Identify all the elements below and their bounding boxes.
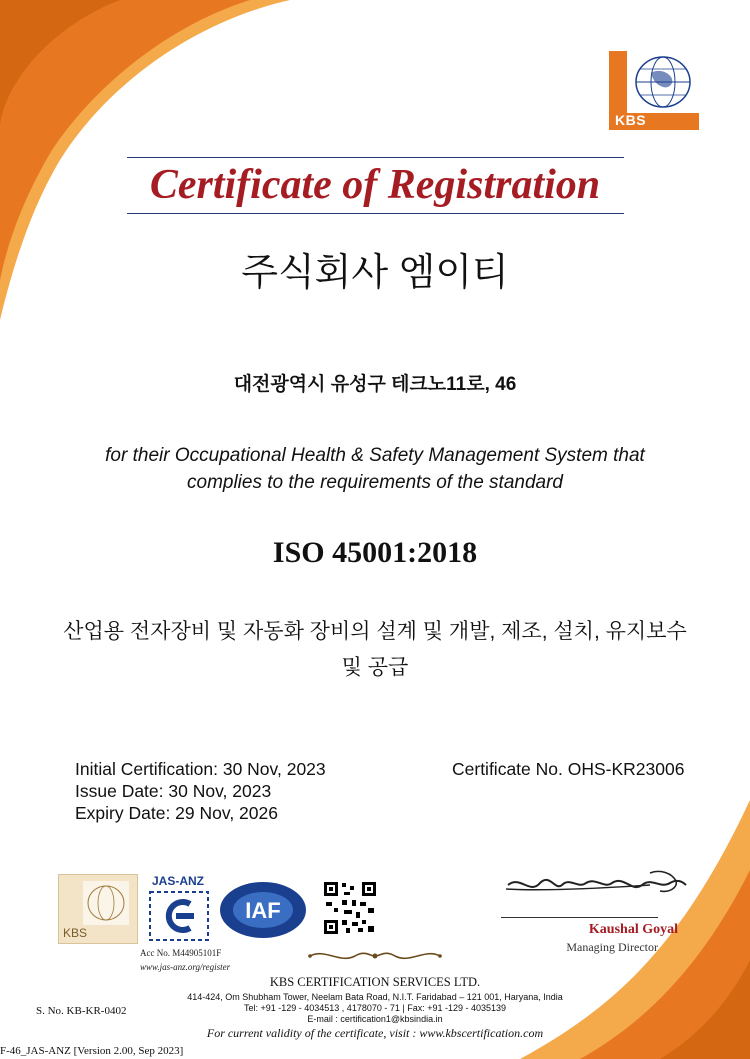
jas-anz-logo-icon xyxy=(148,890,210,942)
issue-date: Issue Date: 30 Nov, 2023 xyxy=(75,781,272,801)
expiry-date: Expiry Date: 29 Nov, 2026 xyxy=(75,803,278,823)
scope-intro-line-1: for their Occupational Health & Safety Management System that xyxy=(105,445,645,466)
initial-certification-date: Initial Certification: 30 Nov, 2023 xyxy=(75,759,326,779)
globe-icon xyxy=(627,51,699,113)
footer-email[interactable]: E-mail : certification1@kbsindia.in xyxy=(307,1014,443,1024)
qr-code-icon[interactable] xyxy=(322,880,378,936)
iaf-logo-text: IAF xyxy=(245,898,281,923)
footer-phone: Tel: +91 -129 - 4034513 , 4178070 - 71 | Fax: +91 -129 - 4035139 xyxy=(243,1003,507,1013)
scope-intro-line-2: complies to the requirements of the standard xyxy=(187,472,563,493)
signature-image xyxy=(500,855,690,917)
jas-anz-label: JAS-ANZ xyxy=(152,874,205,888)
standard-name: ISO 45001:2018 xyxy=(272,536,478,569)
jas-anz-register-url: www.jas-anz.org/register xyxy=(140,962,231,972)
kbs-small-logo-label: KBS xyxy=(63,926,88,940)
signatory-name: Kaushal Goyal xyxy=(588,922,678,937)
kbs-logo-label: KBS xyxy=(615,112,647,128)
footer-address: 414-424, Om Shubham Tower, Neelam Bata Road, N.I.T. Faridabad – 121 001, Haryana, India xyxy=(187,992,563,1002)
footer-company-name: KBS CERTIFICATION SERVICES LTD. xyxy=(269,975,481,989)
signature-line xyxy=(501,917,658,918)
scope-line-1: 산업용 전자장비 및 자동화 장비의 설계 및 개발, 제조, 설치, 유지보수 xyxy=(63,620,687,643)
kbs-logo xyxy=(609,51,699,130)
company-name: 주식회사 엠이티 xyxy=(241,252,509,294)
form-number: F-46_JAS-ANZ [Version 2.00, Sep 2023] xyxy=(0,1045,184,1057)
iaf-logo-icon xyxy=(218,880,308,940)
title-rule-top xyxy=(127,157,624,158)
certificate-number: Certificate No. OHS-KR23006 xyxy=(452,759,685,779)
ornament-divider xyxy=(300,946,450,966)
title-rule-bottom xyxy=(127,213,624,214)
validity-notice[interactable]: For current validity of the certificate, visit : www.kbscertification.com xyxy=(206,1026,544,1040)
serial-number: S. No. KB-KR-0402 xyxy=(36,1005,127,1017)
scope-line-2: 및 공급 xyxy=(341,656,409,679)
signatory-title: Managing Director xyxy=(566,940,658,954)
accreditation-number: Acc No. M44905101F xyxy=(140,948,222,958)
certificate-title: Certificate of Registration xyxy=(149,162,601,208)
kbs-small-logo xyxy=(58,874,138,944)
company-address: 대전광역시 유성구 테크노11로, 46 xyxy=(233,374,517,395)
